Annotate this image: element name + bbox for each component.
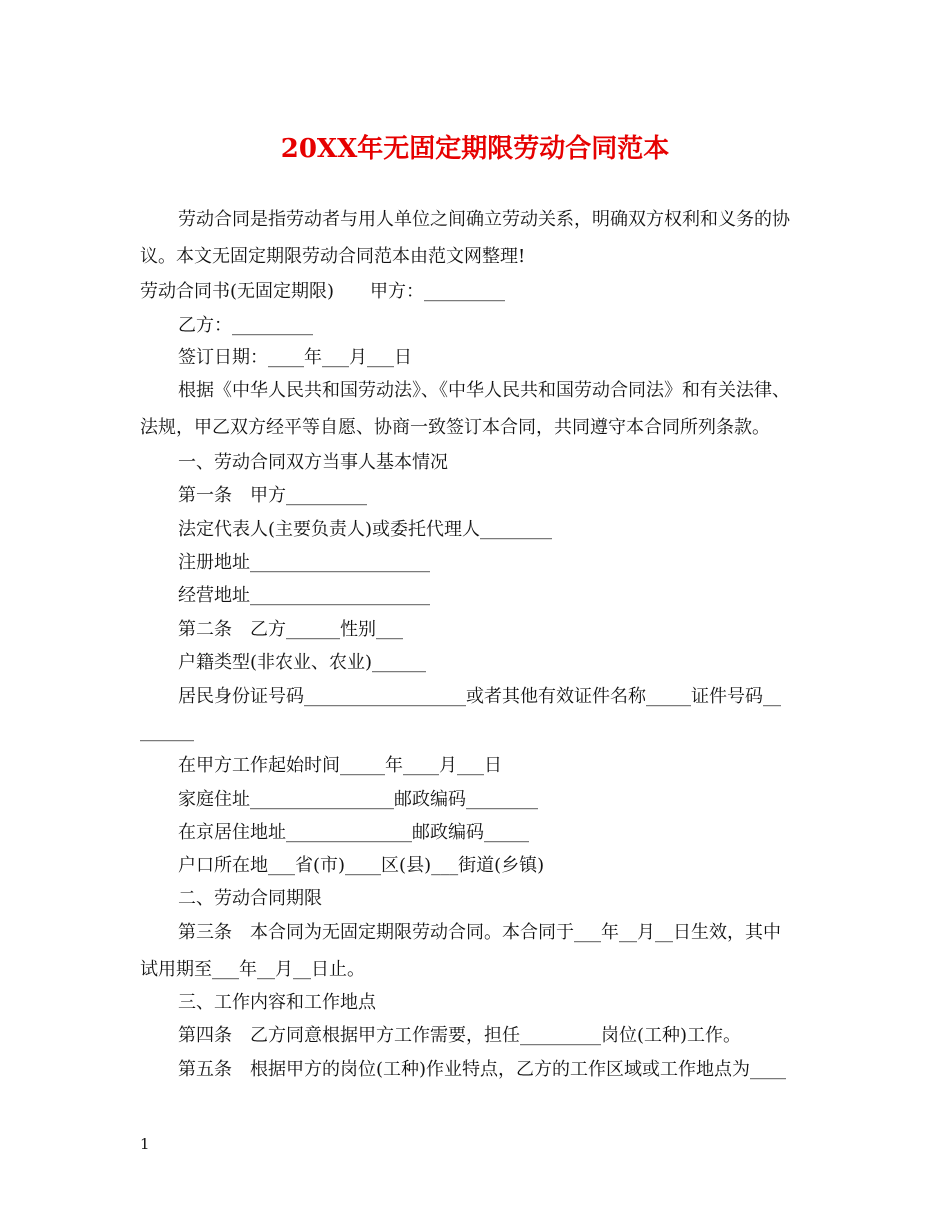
body-line: 签订日期：____年___月___日 <box>178 347 412 368</box>
body-line: 乙方：_________ <box>178 315 313 336</box>
body-line: 议。本文无固定期限劳动合同范本由范文网整理! <box>140 246 526 267</box>
body-line: ______ <box>140 721 194 742</box>
section-heading: 二、劳动合同期限 <box>178 888 322 909</box>
body-line: 第五条 根据甲方的岗位(工种)作业特点，乙方的工作区域或工作地点为____ <box>178 1059 787 1080</box>
body-line: 劳动合同是指劳动者与用人单位之间确立劳动关系，明确双方权利和义务的协 <box>178 209 790 230</box>
body-line: 第二条 乙方______性别___ <box>178 619 403 640</box>
body-line: 第三条 本合同为无固定期限劳动合同。本合同于___年__月__日生效，其中 <box>178 922 781 943</box>
body-line: 家庭住址________________邮政编码________ <box>178 789 538 810</box>
body-line: 试用期至___年__月__日止。 <box>140 959 365 980</box>
body-line: 法规，甲乙双方经平等自愿、协商一致签订本合同，共同遵守本合同所列条款。 <box>140 417 770 438</box>
page-number: 1 <box>140 1135 150 1153</box>
body-line: 经营地址____________________ <box>178 585 430 606</box>
body-line: 在京居住地址______________邮政编码_____ <box>178 822 529 843</box>
section-heading: 三、工作内容和工作地点 <box>178 992 376 1013</box>
body-line: 户籍类型(非农业、农业)______ <box>178 652 427 673</box>
body-line: 劳动合同书(无固定期限) 甲方：_________ <box>140 281 506 302</box>
body-line: 法定代表人(主要负责人)或委托代理人________ <box>178 519 553 540</box>
body-line: 第四条 乙方同意根据甲方工作需要，担任_________岗位(工种)工作。 <box>178 1025 742 1046</box>
section-heading: 一、劳动合同双方当事人基本情况 <box>178 452 448 473</box>
body-line: 根据《中华人民共和国劳动法》、《中华人民共和国劳动合同法》和有关法律、 <box>178 380 790 401</box>
body-line: 第一条 甲方_________ <box>178 485 367 506</box>
page-title: 20XX年无固定期限劳动合同范本 <box>280 134 670 164</box>
body-line: 在甲方工作起始时间_____年____月___日 <box>178 755 502 776</box>
body-line: 注册地址____________________ <box>178 552 430 573</box>
body-line: 户口所在地___省(市)____区(县)___街道(乡镇) <box>178 855 545 876</box>
body-line: 居民身份证号码__________________或者其他有效证件名称_____证件号码__ <box>178 686 781 707</box>
